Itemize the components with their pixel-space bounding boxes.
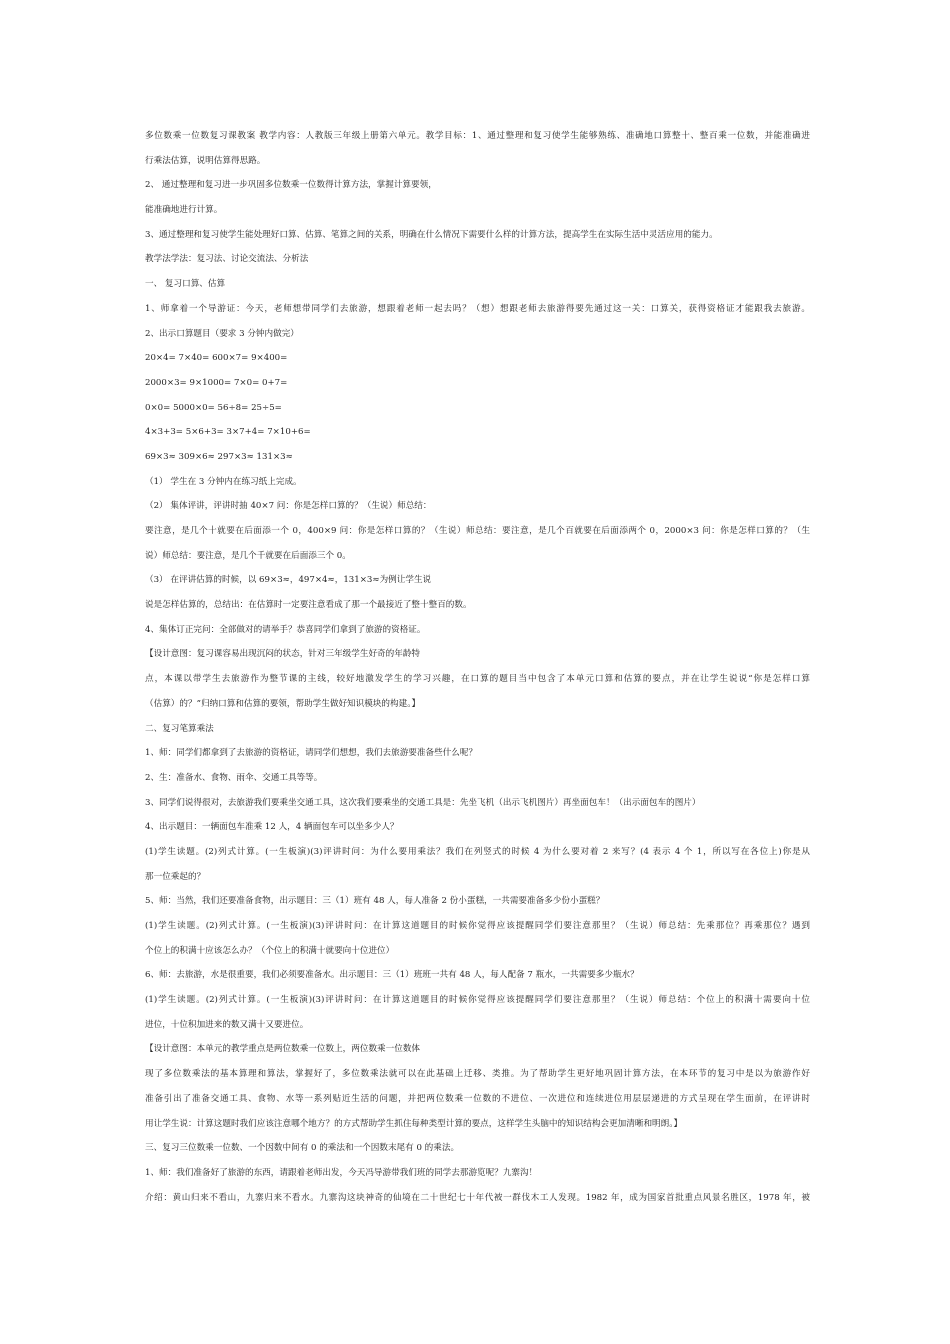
text-line: 现了多位数乘法的基本算理和算法，掌握好了，多位数乘法就可以在此基础上迁移、类推。为了帮助学生更好地巩固计算方法，在本环节的复习中是以为旅游作好 [145,1069,810,1080]
text-line: 6、师：去旅游，水是很重要，我们必须要准备水。出示题目：三（1）班班一共有 48 人，每人配备 7 瓶水，一共需要多少瓶水？ [145,970,639,981]
section-heading: 二、复习笔算乘法 [145,723,214,734]
text-line: 那一位乘起的？ [145,871,206,882]
text-line: 1、师拿着一个导游证：今天，老师想带同学们去旅游，想跟着老师一起去吗？（想）想跟老师去旅游得要先通过这一关：口算关，获得资格证才能跟我去旅游。 [145,303,810,314]
math-line: 4×3+3= 5×6+3= 3×7+4= 7×10+6= [145,427,311,438]
text-line: 1、师：同学们都拿到了去旅游的资格证，请同学们想想，我们去旅游要准备些什么呢？ [145,748,478,759]
text-line: 点，本课以带学生去旅游作为整节课的主线，较好地激发学生的学习兴趣，在口算的题目当中包含了本单元口算和估算的要点，并在让学生说说“你是怎样口算 [145,674,810,685]
text-line: 要注意，是几个十就要在后面添一个 0，400×9 问：你是怎样口算的？（生说）师总结：要注意，是几个百就要在后面添两个 0，2000×3 问：你是怎样口算的？（生 [145,526,810,536]
text-line: (1)学生读题。(2)列式计算。(一生板演)(3)评讲时问：为什么要用乘法？我们在列竖式的时候 4 为什么要对着 2 来写？(4 表示 4 个 1，所以写在各位上)你是从 [145,846,810,857]
text-line: （1） 学生在 3 分钟内在练习纸上完成。 [145,476,302,487]
text-line: 说）师总结：要注意，是几个千就要在后面添三个 0。 [145,550,351,561]
document-page [145,124,810,1210]
text-line: 4、集体订正完问：全部做对的请举手？恭喜同学们拿到了旅游的资格证。 [145,624,426,635]
text-line: 进位，十位积加进来的数又满十又要进位。 [145,1019,309,1030]
text-line: 说是怎样估算的，总结出：在估算时一定要注意看成了那一个最接近了整十整百的数。 [145,600,472,611]
text-line: 介绍：黄山归来不看山，九寨归来不看水。九寨沟这块神奇的仙境在二十世纪七十年代被一群伐木工人发现。1982 年，成为国家首批重点风景名胜区，1978 年，被 [145,1192,810,1203]
text-line: 个位上的积满十应该怎么办？（个位上的积满十就要向十位进位） [145,945,395,956]
section-heading: 一、 复习口算、估算 [145,279,226,290]
math-line: 69×3≈ 309×6≈ 297×3≈ 131×3≈ [145,451,293,462]
section-heading: 三、复习三位数乘一位数、一个因数中间有 0 的乘法和一个因数末尾有 0 的乘法。 [145,1143,460,1154]
design-note: 【设计意图：复习课容易出现沉闷的状态，针对三年级学生好奇的年龄特 [145,649,421,660]
text-line: (1)学生读题。(2)列式计算。(一生板演)(3)评讲时问：在计算这道题目的时候你觉得应该提醒同学们要注意那里？（生说）师总结：个位上的积满十需要向十位 [145,995,810,1006]
design-note: 【设计意图：本单元的教学重点是两位数乘一位数上，两位数乘一位数体 [145,1044,421,1055]
text-line: 用让学生说：计算这题时我们应该注意哪个地方？的方式帮助学生抓住每种类型计算的要点，这样学生头脑中的知识结构会更加清晰和明朗。】 [145,1118,683,1129]
text-line: 1、师：我们准备好了旅游的东西，请跟着老师出发，今天冯导游带我们班的同学去那游览呢？九寨沟！ [145,1167,538,1178]
text-line: 准备引出了准备交通工具、食物、水等一系列贴近生活的问题，并把两位数乘一位数的不进位、一次进位和连续进位用层层递进的方式呈现在学生面前，在评讲时 [145,1093,810,1104]
text-line: （3） 在评讲估算的时候，以 69×3≈，497×4≈，131×3≈为例让学生说 [145,575,432,586]
math-line: 0×0= 5000×0= 56÷8= 25÷5= [145,402,282,413]
math-line: 20×4= 7×40= 600×7= 9×400= [145,353,288,364]
text-line: （估算）的？”归纳口算和估算的要领，帮助学生做好知识模块的构建。】 [145,698,421,709]
math-line: 2000×3= 9×1000= 7×0= 0+7= [145,377,288,388]
text-line: 多位数乘一位数复习课教案 教学内容：人教版三年级上册第六单元。教学目标：1、通过整理和复习使学生能够熟练、准确地口算整十、整百乘一位数，并能准确进 [145,131,810,141]
text-line: 2、出示口算题目（要求 3 分钟内做完） [145,328,299,339]
text-line: 能准确地进行计算。 [145,205,223,216]
text-line: 2、生：准备水、食物、雨伞、交通工具等等。 [145,772,323,783]
text-line: 2、 通过整理和复习进一步巩固多位数乘一位数得计算方法，掌握计算要领， [145,180,437,191]
text-line: 4、出示题目：一辆面包车准乘 12 人，4 辆面包车可以坐多少人？ [145,822,399,833]
text-line: （2） 集体评讲，评讲时抽 40×7 问：你是怎样口算的？（生说）师总结： [145,501,432,512]
text-line: 3、通过整理和复习使学生能处理好口算、估算、笔算之间的关系，明确在什么情况下需要什么样的计算方法，提高学生在实际生活中灵活应用的能力。 [145,229,718,240]
text-line: (1)学生读题。(2)列式计算。(一生板演)(3)评讲时问：在计算这道题目的时候你觉得应该提醒同学们要注意那里？（生说）师总结：先乘那位？再乘那位？遇到 [145,921,810,931]
text-line: 行乘法估算，说明估算得思路。 [145,155,266,166]
text-line: 5、师：当然，我们还要准备食物，出示题目：三（1）班有 48 人，每人准备 2 份小蛋糕，一共需要准备多少份小蛋糕？ [145,896,605,907]
text-line: 教学法学法：复习法、讨论交流法、分析法 [145,254,309,265]
text-line: 3、同学们说得很对，去旅游我们要乘坐交通工具，这次我们要乘坐的交通工具是：先坐飞机（出示飞机图片）再坐面包车！（出示面包车的图片） [145,797,701,808]
